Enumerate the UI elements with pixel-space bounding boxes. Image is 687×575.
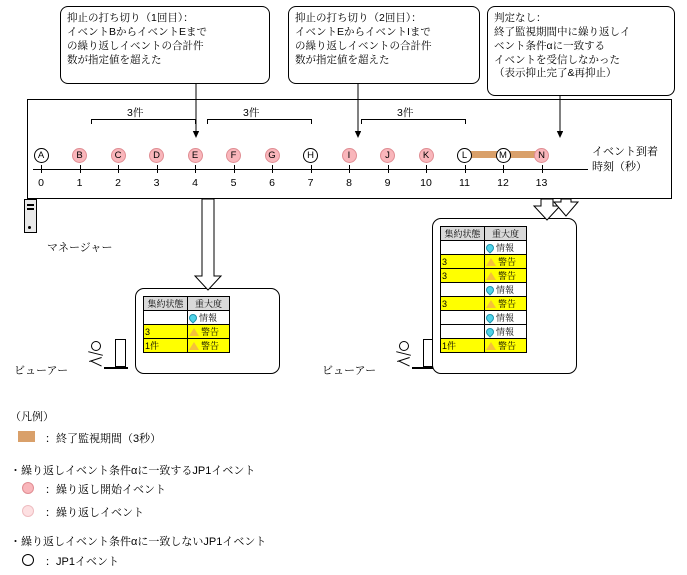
popup-right-severity-label: 情報: [496, 327, 515, 337]
popup-left-header-1: 重大度: [188, 297, 230, 311]
callout-3-line-5: （表示抑止完了&再抑止）: [494, 67, 617, 80]
timeline-tick-11: [465, 165, 466, 173]
popup-left-row[interactable]: [144, 339, 230, 353]
popup-left-severity-cell: [188, 325, 230, 339]
popup-right-severity-cell: [485, 269, 527, 283]
axis-caption-line-2: 時刻（秒）: [592, 160, 647, 173]
warning-icon: [486, 342, 496, 350]
info-icon: [485, 242, 496, 253]
timeline-tick-3: [157, 165, 158, 173]
popup-right-row[interactable]: [441, 311, 527, 325]
timeline-tick-label-10: 10: [420, 177, 432, 189]
warning-icon: [486, 258, 496, 266]
popup-left-aggregate-cell: 1件: [144, 339, 188, 353]
viewer-monitor-1: [115, 339, 126, 367]
popup-right-severity-cell: [485, 283, 527, 297]
popup-right: [432, 218, 577, 374]
timeline-tick-label-2: 2: [115, 177, 121, 189]
legend-swatch-jp1-event: [22, 554, 34, 566]
popup-right-aggregate-cell: [441, 283, 485, 297]
manager-label: マネージャー: [47, 242, 113, 254]
timeline-event-j: J: [380, 148, 395, 163]
callout-2-line-3: の繰り返しイベントの合計件: [295, 39, 432, 52]
popup-right-aggregate-cell: 3: [441, 269, 485, 283]
timeline-tick-label-13: 13: [535, 177, 548, 189]
timeline-tick-4: [195, 165, 196, 173]
popup-right-row[interactable]: [441, 325, 527, 339]
timeline-tick-2: [118, 165, 119, 173]
timeline-event-d: D: [149, 148, 164, 163]
timeline-tick-1: [80, 165, 81, 173]
timeline-tick-label-0: 0: [38, 177, 44, 189]
timeline-tick-6: [272, 165, 273, 173]
callout-3-line-4: イベントを受信しなかった: [494, 53, 620, 66]
popup-left-severity-cell: [188, 339, 230, 353]
warning-icon: [486, 300, 496, 308]
timeline-event-e: E: [188, 148, 203, 163]
popup-right-row[interactable]: [441, 297, 527, 311]
popup-right-severity-cell: [485, 325, 527, 339]
popup-left-severity-label: 警告: [201, 327, 220, 337]
timeline-tick-9: [388, 165, 389, 173]
popup-right-severity-label: 情報: [496, 285, 515, 295]
popup-right-row[interactable]: [441, 255, 527, 269]
info-icon: [485, 312, 496, 323]
timeline-event-c: C: [111, 148, 126, 163]
popup-left-aggregate-cell: 3: [144, 325, 188, 339]
timeline-tick-10: [426, 165, 427, 173]
brace-1-label: 3件: [127, 107, 144, 119]
callout-box-3: [487, 6, 675, 96]
brace-3-label: 3件: [397, 107, 414, 119]
callout-box-1: [60, 6, 270, 84]
callout-1-line-2: イベントBからイベントEまで: [67, 25, 208, 38]
popup-right-aggregate-cell: [441, 241, 485, 255]
viewer-label-2: ビューアー: [322, 365, 377, 377]
timeline-tick-label-7: 7: [307, 177, 314, 189]
popup-right-severity-label: 情報: [496, 313, 515, 323]
timeline-event-n: N: [534, 148, 549, 163]
timeline-tick-7: [311, 165, 312, 173]
legend-swatch-monitoring-period: [18, 431, 35, 442]
popup-right-aggregate-cell: 3: [441, 297, 485, 311]
timeline-tick-label-9: 9: [384, 177, 391, 189]
info-icon: [485, 326, 496, 337]
callout-2-line-4: 数が指定値を超えた: [295, 53, 390, 66]
timeline-tick-label-5: 5: [230, 177, 237, 189]
popup-right-header-1: 重大度: [485, 227, 527, 241]
timeline-event-i: I: [342, 148, 357, 163]
popup-right-aggregate-cell: [441, 311, 485, 325]
popup-right-header-0: 集約状態: [441, 227, 485, 241]
info-icon: [188, 312, 199, 323]
manager-led-icon: [28, 226, 31, 229]
popup-right-severity-label: 警告: [498, 271, 517, 281]
timeline-event-l: L: [457, 148, 472, 163]
manager-slot-icon: [27, 204, 34, 206]
timeline-event-h: H: [303, 148, 318, 163]
legend-swatch-repeat-event: [22, 505, 34, 517]
callout-2-line-1: 抑止の打ち切り（2回目）：: [295, 12, 422, 24]
legend-group-1-item-2: ：繰り返しイベント: [45, 507, 144, 519]
legend-monitoring-period-label: ：終了監視期間（3秒）: [45, 433, 162, 445]
timeline-tick-12: [503, 165, 504, 173]
popup-right-severity-cell: [485, 339, 527, 353]
popup-left-severity-cell: [188, 311, 230, 325]
legend-group-1-item-1: ：繰り返し開始イベント: [45, 484, 166, 496]
axis-caption: [592, 145, 658, 175]
popup-left-row[interactable]: [144, 325, 230, 339]
info-icon: [485, 284, 496, 295]
timeline-tick-label-4: 4: [192, 177, 198, 189]
popup-left-severity-label: 警告: [201, 341, 220, 351]
popup-right-severity-label: 警告: [498, 257, 517, 267]
warning-icon: [189, 342, 199, 350]
popup-right-severity-cell: [485, 311, 527, 325]
callout-1-line-3: の繰り返しイベントの合計件: [67, 39, 204, 52]
timeline-tick-label-12: 12: [497, 177, 509, 189]
popup-right-severity-label: 警告: [498, 299, 517, 309]
callout-1-line-1: 抑止の打ち切り（1回目）：: [67, 12, 194, 24]
callout-3-line-1: 判定なし：: [494, 12, 547, 24]
popup-left-row[interactable]: [144, 311, 230, 325]
popup-right-aggregate-cell: 1件: [441, 339, 485, 353]
timeline-tick-8: [349, 165, 350, 173]
timeline-event-a: A: [34, 148, 49, 163]
popup-right-severity-cell: [485, 241, 527, 255]
legend-title: （凡例）: [10, 411, 54, 423]
legend-group-2-item-1: ：JP1イベント: [45, 556, 119, 568]
popup-left: [135, 288, 280, 374]
timeline-tick-label-11: 11: [459, 177, 470, 189]
manager-slot-icon-2: [27, 208, 34, 210]
callout-box-2: [288, 6, 480, 84]
viewer-keyboard-1: [104, 367, 128, 369]
popup-right-aggregate-cell: 3: [441, 255, 485, 269]
timeline-event-g: G: [265, 148, 280, 163]
popup-right-aggregate-cell: [441, 325, 485, 339]
timeline-tick-label-1: 1: [76, 177, 83, 189]
timeline-tick-13: [542, 165, 543, 173]
timeline-event-b: B: [72, 148, 87, 163]
popup-right-table: [440, 226, 527, 353]
legend-swatch-repeat-start-event: [22, 482, 34, 494]
timeline-tick-label-6: 6: [269, 177, 275, 189]
popup-right-severity-label: 情報: [496, 243, 515, 253]
brace-2-label: 3件: [243, 107, 260, 119]
viewer-label-1: ビューアー: [14, 365, 69, 377]
axis-caption-line-1: イベント到着: [592, 146, 658, 158]
popup-right-row[interactable]: [441, 339, 527, 353]
callout-3-line-2: 終了監視期間中に繰り返しイ: [494, 25, 631, 38]
legend-group-1-title: ・繰り返しイベント条件αに一致するJP1イベント: [10, 465, 256, 477]
popup-right-row[interactable]: [441, 283, 527, 297]
warning-icon: [189, 328, 199, 336]
legend-group-2-title: ・繰り返しイベント条件αに一致しないJP1イベント: [10, 536, 267, 548]
timeline-event-m: M: [496, 148, 511, 163]
popup-left-severity-label: 情報: [199, 313, 218, 323]
callout-2-line-2: イベントEからイベントIまで: [295, 25, 431, 38]
callout-3-line-3: ベント条件αに一致する: [494, 39, 606, 52]
timeline-event-f: F: [226, 148, 241, 163]
timeline-tick-5: [234, 165, 235, 173]
popup-right-severity-cell: [485, 255, 527, 269]
popup-right-severity-cell: [485, 297, 527, 311]
warning-icon: [486, 272, 496, 280]
popup-left-header-0: 集約状態: [144, 297, 188, 311]
timeline-tick-label-8: 8: [346, 177, 352, 189]
popup-right-row[interactable]: [441, 269, 527, 283]
popup-right-row[interactable]: [441, 241, 527, 255]
timeline-event-k: K: [419, 148, 434, 163]
popup-left-aggregate-cell: [144, 311, 188, 325]
timeline-tick-0: [41, 165, 42, 173]
popup-right-severity-label: 警告: [498, 341, 517, 351]
popup-left-table: [143, 296, 230, 353]
timeline-tick-label-3: 3: [153, 177, 160, 189]
callout-1-line-4: 数が指定値を超えた: [67, 53, 162, 66]
